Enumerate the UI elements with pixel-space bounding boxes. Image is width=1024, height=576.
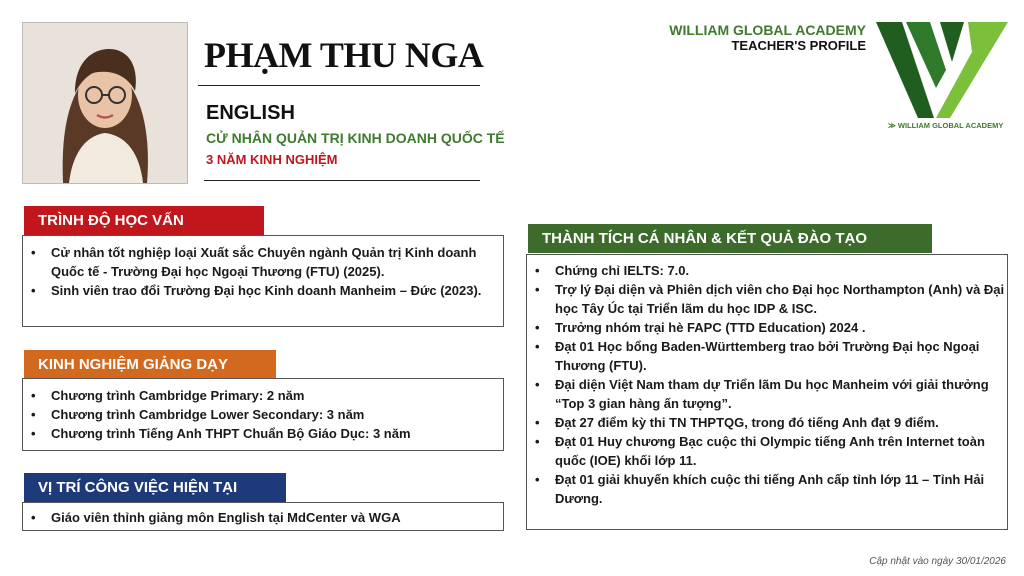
teacher-photo: [22, 22, 188, 184]
teaching-header: KINH NGHIỆM GIẢNG DẠY: [24, 350, 276, 379]
academy-logo-icon: [876, 22, 1008, 118]
teaching-item: • Chương trình Cambridge Lower Secondary: 3 năm: [23, 405, 503, 424]
teacher-experience-years: 3 NĂM KINH NGHIỆM: [206, 152, 338, 167]
teacher-subject: ENGLISH: [206, 102, 295, 124]
teacher-degree: CỬ NHÂN QUẢN TRỊ KINH DOANH QUỐC TẾ: [206, 130, 505, 146]
achievement-item: • Đạt 01 giải khuyến khích cuộc thi tiếng Anh cấp tỉnh lớp 11 – Tỉnh Hải Dương.: [527, 470, 1007, 508]
academy-name: WILLIAM GLOBAL ACADEMY: [669, 22, 866, 38]
portrait-illustration: [23, 23, 187, 183]
teaching-section: [22, 378, 504, 451]
education-section: [22, 235, 504, 327]
achievement-item: • Đạt 27 điểm kỳ thi TN THPTQG, trong đó tiếng Anh đạt 9 điểm.: [527, 413, 1007, 432]
document-type: TEACHER'S PROFILE: [731, 38, 866, 53]
teacher-name: PHẠM THU NGA: [204, 35, 484, 75]
teaching-item: • Chương trình Cambridge Primary: 2 năm: [23, 386, 503, 405]
position-item: • Giáo viên thỉnh giảng môn English tại MdCenter và WGA: [23, 508, 503, 527]
achievements-section: [526, 254, 1008, 530]
education-list: [23, 243, 503, 300]
achievement-item: • Đại diện Việt Nam tham dự Triển lãm Du học Manheim với giải thưởng “Top 3 gian hàng ấn tượng”.: [527, 375, 1007, 413]
achievements-header: THÀNH TÍCH CÁ NHÂN & KẾT QUẢ ĐÀO TẠO: [528, 224, 932, 253]
achievement-item: • Chứng chỉ IELTS: 7.0.: [527, 261, 1007, 280]
teaching-item: • Chương trình Tiếng Anh THPT Chuẩn Bộ Giáo Dục: 3 năm: [23, 424, 503, 443]
last-updated-note: Cập nhật vào ngày 30/01/2026: [869, 556, 1006, 567]
education-header: TRÌNH ĐỘ HỌC VẤN: [24, 206, 264, 235]
logo-caption: ≫ WILLIAM GLOBAL ACADEMY: [888, 121, 1004, 130]
position-list: [23, 508, 503, 527]
achievement-item: • Đạt 01 Học bổng Baden-Württemberg trao bởi Trường Đại học Ngoại Thương (FTU).: [527, 337, 1007, 375]
education-item: • Cử nhân tốt nghiệp loại Xuất sắc Chuyên ngành Quản trị Kinh doanh Quốc tế - Trường Đại học Ngoại Thương (FTU) (2025).: [23, 243, 503, 281]
education-item: • Sinh viên trao đổi Trường Đại học Kinh doanh Manheim – Đức (2023).: [23, 281, 503, 300]
position-header: VỊ TRÍ CÔNG VIỆC HIỆN TẠI: [24, 473, 286, 502]
name-divider: [198, 85, 480, 86]
position-section: [22, 502, 504, 531]
achievement-item: • Trưởng nhóm trại hè FAPC (TTD Education) 2024 .: [527, 318, 1007, 337]
achievement-item: • Đạt 01 Huy chương Bạc cuộc thi Olympic tiếng Anh trên Internet toàn quốc (IOE) khối lớp 11.: [527, 432, 1007, 470]
headline-divider: [204, 180, 480, 181]
teaching-list: [23, 386, 503, 443]
achievements-list: [527, 261, 1007, 508]
achievement-item: • Trợ lý Đại diện và Phiên dịch viên cho Đại học Northampton (Anh) và Đại học Tây Úc tại Triển lãm du học IDP & ISC.: [527, 280, 1007, 318]
